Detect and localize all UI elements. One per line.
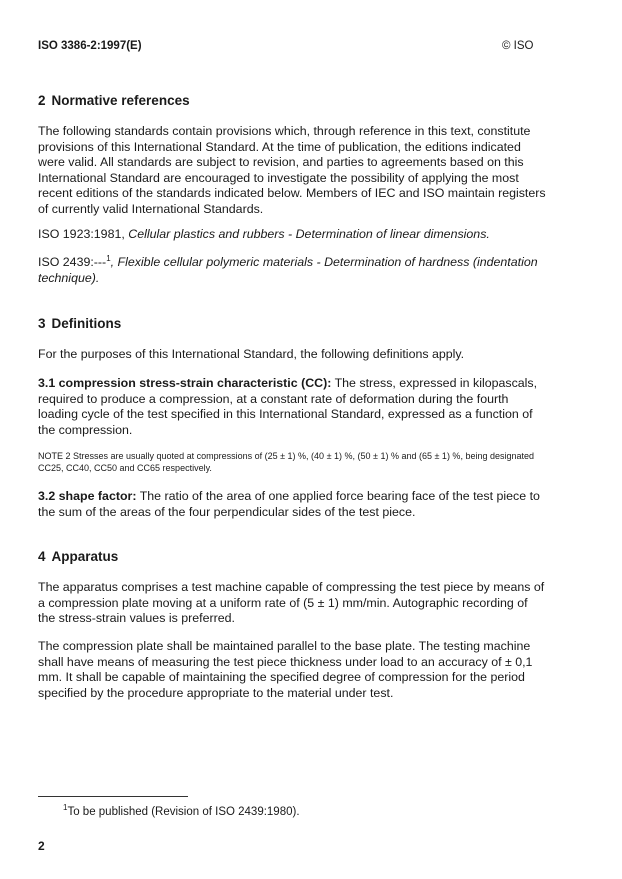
reference-title: Cellular plastics and rubbers - Determination of linear dimensions. (128, 227, 490, 241)
definition-term: 3.2 shape factor: (38, 489, 137, 503)
section-3-intro: For the purposes of this International Standard, the following definitions apply. (38, 347, 465, 361)
section-number: 2 (38, 93, 46, 108)
section-2-heading (38, 93, 190, 108)
section-2-intro: The following standards contain provisions which, through reference in this text, constitute provisions of this International Standard. At the time of publication, the editions indicated were valid. All standards are subject to revision, and parties to agreements based on this International Standard are encouraged to investigate the possibility of applying the most recent editions of the standards indicated below. Members of IEC and ISO maintain registers of currently valid International Standards. (38, 124, 546, 216)
definition-text: The stress, expressed in kilopascals, required to produce a compression, at a constant rate of deformation during the fourth loading cycle of the test specified in this International Standard, expressed as a function of the compression. (38, 376, 538, 437)
definition-3-2 (38, 489, 546, 520)
footnote-marker: 1 (63, 803, 68, 812)
reference-id: ISO 1923:1981, (38, 227, 125, 241)
section-title: Definitions (51, 316, 122, 331)
definition-3-1 (38, 376, 546, 438)
section-number: 3 (38, 316, 46, 331)
document-id: ISO 3386-2:1997(E) (38, 40, 142, 52)
apparatus-paragraph-1: The apparatus comprises a test machine capable of compressing the test piece by means of a compression plate moving at a uniform rate of (5 ± 1) mm/min. Autographic recording of the stress-strain values is preferred. (38, 580, 545, 626)
section-number: 4 (38, 549, 46, 564)
reference-title: , Flexible cellular polymeric materials - Determination of hardness (indentation technique). (38, 255, 538, 285)
apparatus-paragraph-2: The compression plate shall be maintained parallel to the base plate. The testing machine shall have means of measuring the test piece thickness under load to an accuracy of ± 0,1 mm. It shall be capable of maintaining the specified degree of compression for the period specified by the procedure appropriate to the material under test. (38, 639, 533, 700)
definition-term: 3.1 compression stress-strain characteristic (CC): (38, 376, 332, 390)
reference-iso-2439 (38, 255, 546, 286)
footnote (63, 803, 300, 818)
section-3-heading (38, 316, 121, 331)
note-2: NOTE 2 Stresses are usually quoted at compressions of (25 ± 1) %, (40 ± 1) %, (50 ± 1) % and (65 ± 1) %, being designated CC25, CC40, CC50 and CC65 respectively. (38, 451, 534, 474)
section-4-heading (38, 549, 118, 564)
footnote-marker: 1 (106, 254, 111, 263)
footnote-text: To be published (Revision of ISO 2439:1980). (67, 806, 300, 818)
section-title: Apparatus (51, 549, 119, 564)
footnote-divider (38, 796, 188, 797)
page-number: 2 (38, 839, 45, 853)
section-title: Normative references (51, 93, 190, 108)
reference-iso-1923 (38, 227, 546, 243)
reference-id: ISO 2439:--- (38, 255, 107, 269)
definition-text: The ratio of the area of one applied force bearing face of the test piece to the sum of the areas of the four perpendicular sides of the test piece. (38, 489, 540, 519)
copyright-notice: © ISO (502, 40, 534, 52)
